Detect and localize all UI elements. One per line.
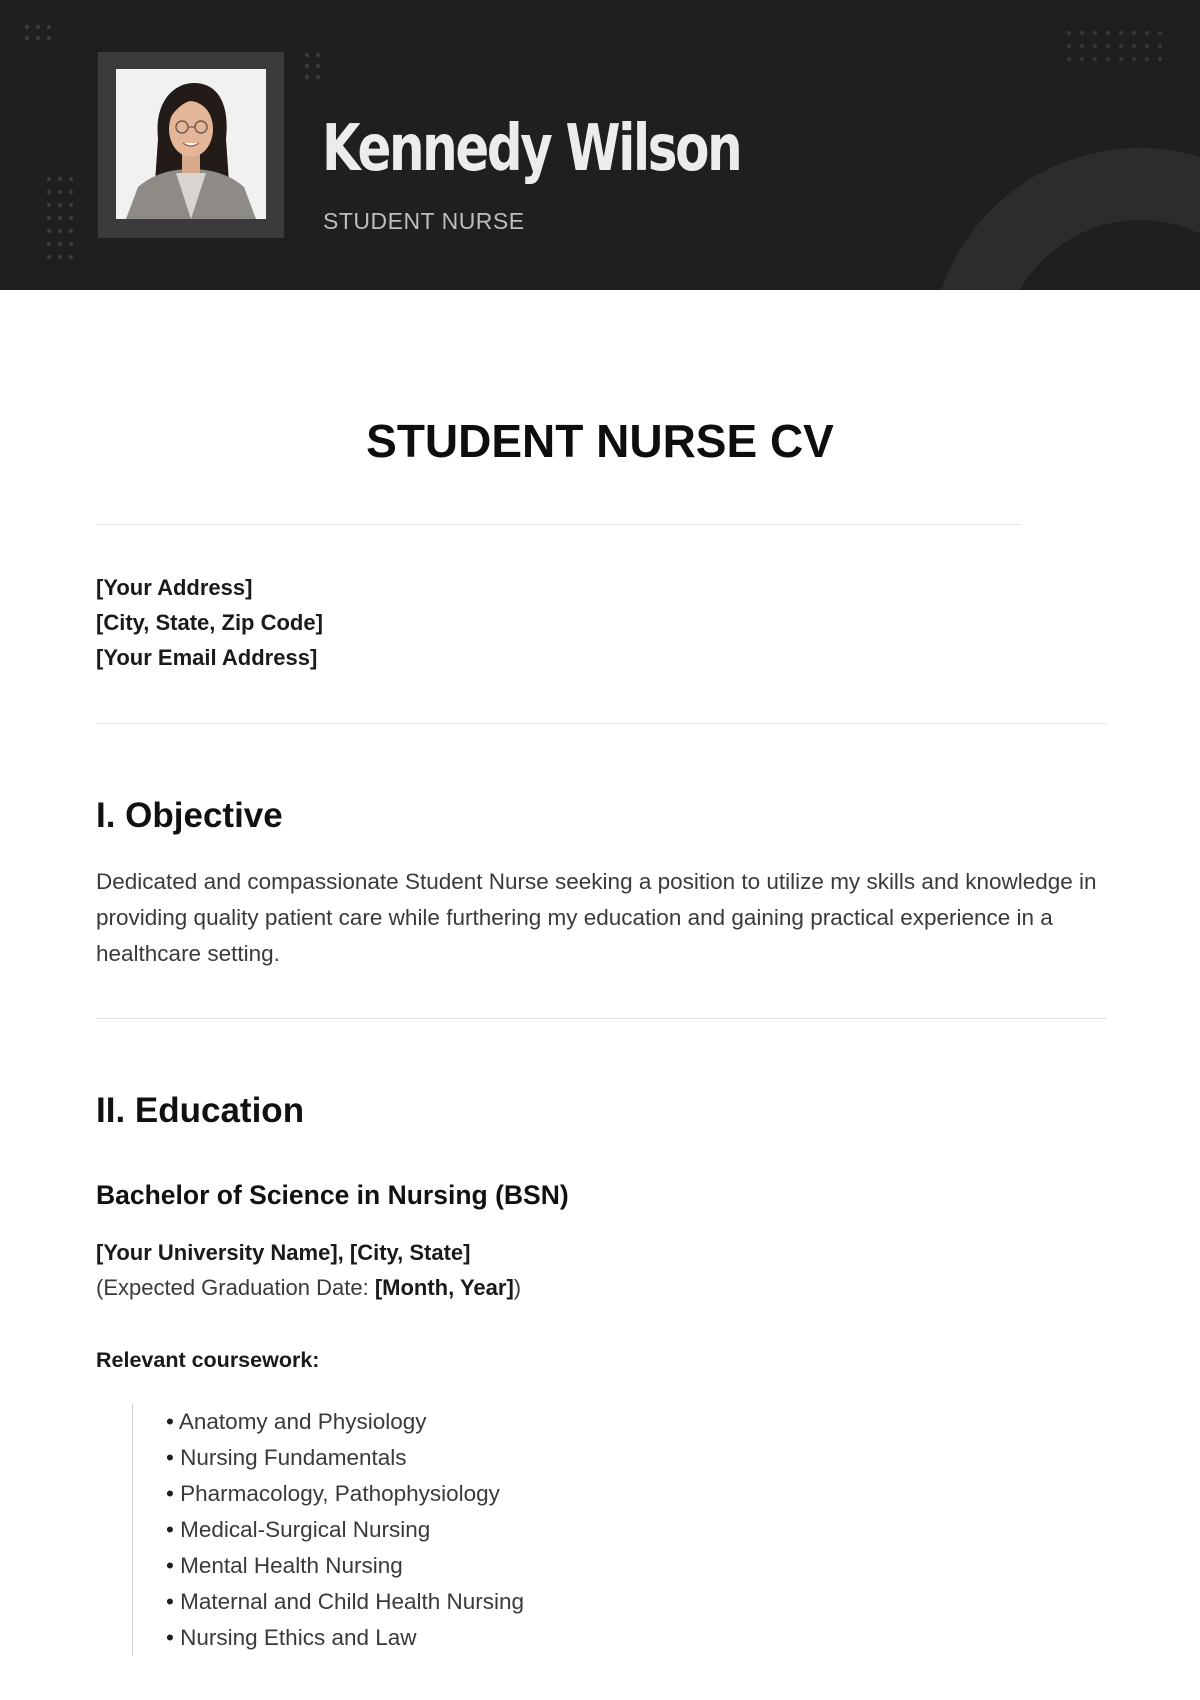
arc-decoration [930,148,1200,290]
list-item: • Nursing Fundamentals [166,1440,524,1476]
dot-pattern-decoration [24,24,58,50]
list-item: • Anatomy and Physiology [166,1404,524,1440]
list-item: • Nursing Ethics and Law [166,1620,524,1656]
university-line: [Your University Name], [City, State] [96,1240,471,1265]
coursework-list [132,1404,524,1656]
photo-frame [98,52,284,238]
list-item: • Maternal and Child Health Nursing [166,1584,524,1620]
objective-text: Dedicated and compassionate Student Nurse seeking a position to utilize my skills and knowledge in providing quality patient care while furthering my education and gaining practical experience in a healthcare setting. [96,869,1097,966]
dot-pattern-decoration [1066,30,1166,66]
header-banner [0,0,1200,290]
document-title: STUDENT NURSE CV [366,415,834,467]
divider [96,524,1020,525]
graduation-date: [Month, Year] [374,1275,514,1300]
graduation-prefix: (Expected Graduation Date: [96,1275,375,1300]
divider [96,1018,1106,1019]
contact-email: [Your Email Address] [96,645,318,670]
degree-title: Bachelor of Science in Nursing (BSN) [96,1180,569,1210]
list-item: • Pharmacology, Pathophysiology [166,1476,524,1512]
divider [96,723,1106,724]
objective-heading: I. Objective [96,796,283,835]
dot-pattern-decoration [304,52,330,84]
person-role: STUDENT NURSE [323,208,525,234]
dot-pattern-decoration [46,176,80,272]
graduation-suffix: ) [513,1275,522,1300]
contact-city-state-zip: [City, State, Zip Code] [96,610,323,635]
graduation-line [96,1275,521,1301]
education-heading: II. Education [96,1091,305,1130]
contact-address: [Your Address] [96,575,253,600]
person-name: Kennedy Wilson [322,112,741,186]
list-item: • Medical-Surgical Nursing [166,1512,524,1548]
list-item: • Mental Health Nursing [166,1548,524,1584]
coursework-label: Relevant coursework: [96,1348,320,1372]
portrait-photo [116,69,266,219]
contact-block [96,570,323,675]
